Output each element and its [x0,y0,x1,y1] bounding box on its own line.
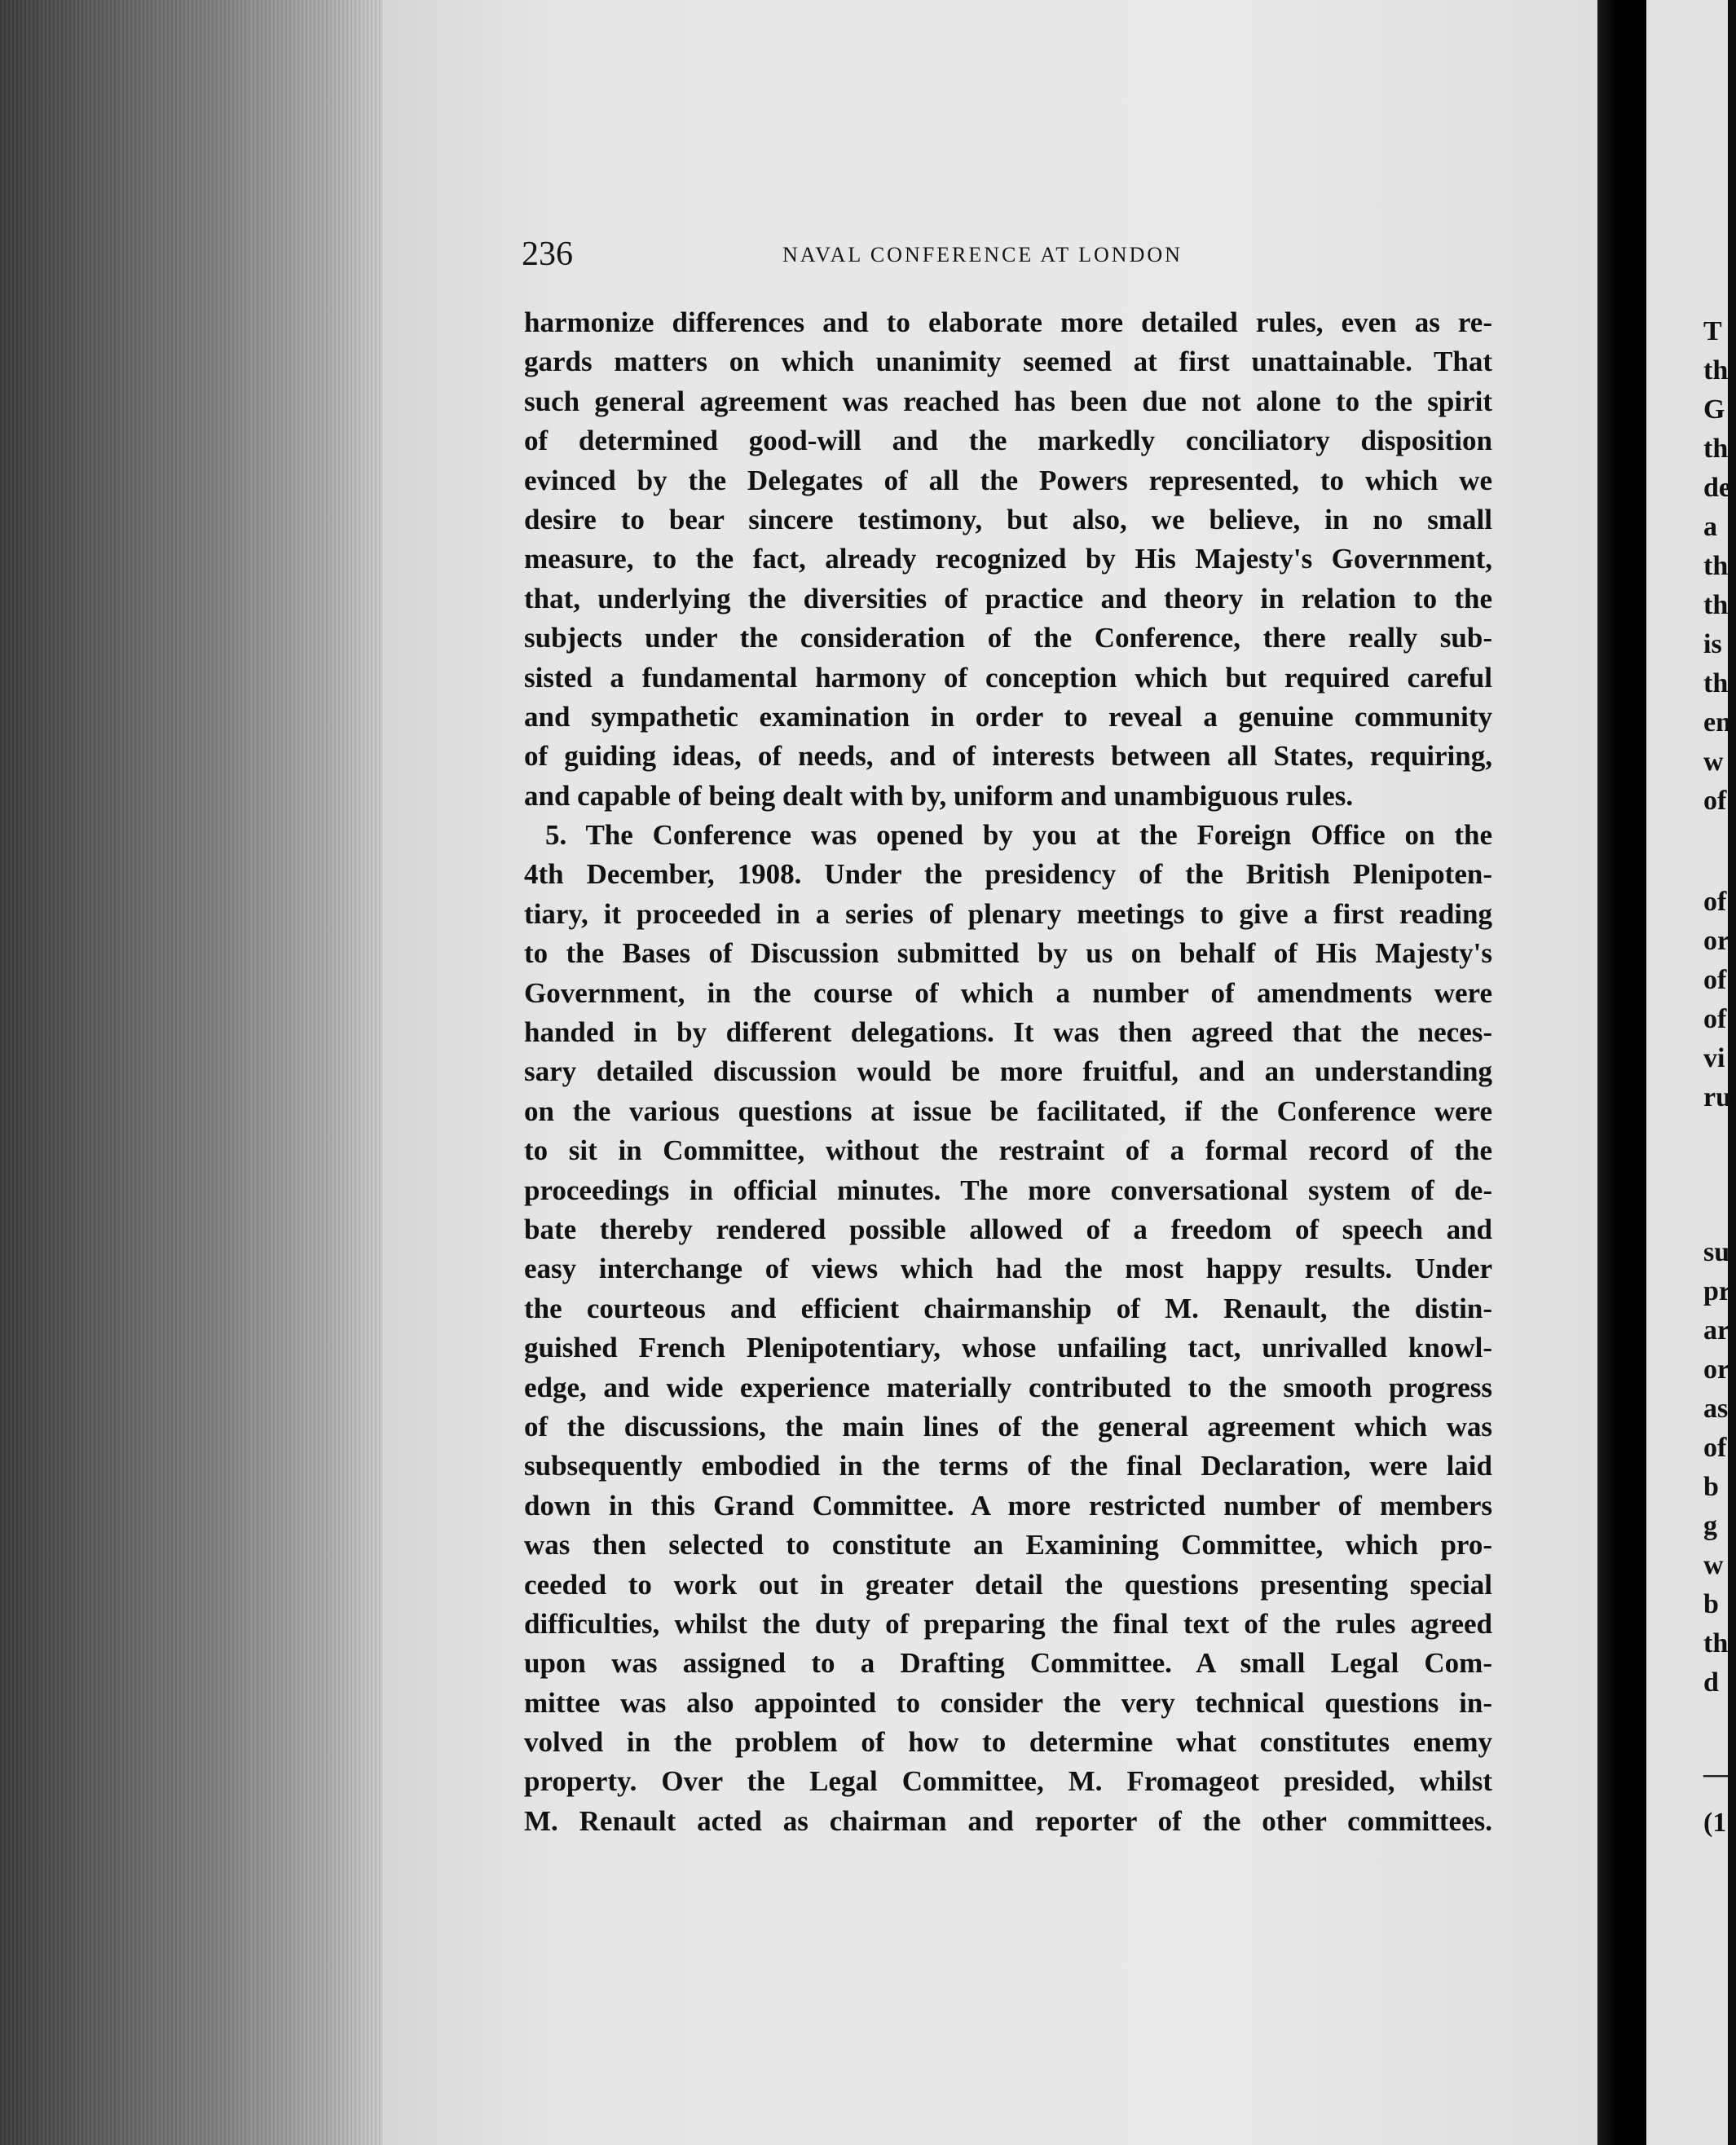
text-line: M. Renault acted as chairman and reporter of the other committees. [524,1804,1492,1837]
adjacent-fragment: a [1703,512,1717,542]
text-line: of guiding ideas, of needs, and of interests between all States, requiring, [524,740,1492,773]
text-line: difficulties, whilst the duty of preparing the final text of the rules agreed [524,1607,1492,1640]
adjacent-fragment: w [1703,1550,1724,1580]
adjacent-fragment: or [1703,1354,1730,1385]
adjacent-fragment: of [1703,887,1727,917]
text-line: sary detailed discussion would be more fruitful, and an understanding [524,1055,1492,1088]
paragraph-start-line: 5. The Conference was opened by you at the Foreign Office on the [545,819,1492,852]
text-line: guished French Plenipotentiary, whose unfailing tact, unrivalled knowl- [524,1332,1492,1364]
adjacent-fragment: b [1703,1589,1719,1619]
text-line: handed in by different delegations. It was then agreed that the neces- [524,1016,1492,1049]
text-line: such general agreement was reached has been due not alone to the spirit [524,385,1492,417]
adjacent-fragment: pr [1703,1276,1731,1306]
text-line: edge, and wide experience materially contributed to the smooth progress [524,1371,1492,1403]
text-line: 4th December, 1908. Under the presidency of the British Plenipoten- [524,858,1492,891]
text-line: proceedings in official minutes. The more conversational system of de- [524,1174,1492,1206]
text-line: bate thereby rendered possible allowed of a freedom of speech and [524,1213,1492,1245]
text-line: sisted a fundamental harmony of conception which but required careful [524,661,1492,694]
text-line: that, underlying the diversities of practice and theory in relation to the [524,582,1492,614]
adjacent-fragment: en [1703,707,1731,738]
text-line: down in this Grand Committee. A more restricted number of members [524,1489,1492,1522]
adjacent-fragment: th [1703,551,1729,581]
adjacent-fragment: w [1703,747,1724,777]
text-line: to sit in Committee, without the restraint of a formal record of the [524,1134,1492,1167]
running-head [522,235,1491,284]
adjacent-fragment: T [1703,316,1722,346]
adjacent-fragment: ar [1703,1315,1730,1346]
text-line: Government, in the course of which a number of amendments were [524,976,1492,1009]
adjacent-fragment: or [1703,926,1730,956]
page-number: 236 [522,236,573,273]
book-gutter [1597,0,1646,2145]
adjacent-fragment: vi [1703,1043,1725,1073]
text-line: upon was assigned to a Drafting Committee. A small Legal Com- [524,1647,1492,1680]
text-line: ceeded to work out in greater detail the questions presenting special [524,1568,1492,1601]
adjacent-fragment: as [1703,1394,1729,1424]
text-line: and capable of being dealt with by, uniform and unambiguous rules. [524,779,1354,812]
text-line: property. Over the Legal Committee, M. Fromageot presided, whilst [524,1765,1492,1798]
body-text [524,303,1492,1841]
text-line: of the discussions, the main lines of the general agreement which was [524,1410,1492,1442]
adjacent-fragment: of [1703,1433,1727,1463]
adjacent-fragment: th [1703,668,1729,698]
text-line: to the Bases of Discussion submitted by us on behalf of His Majesty's [524,937,1492,970]
adjacent-fragment: d [1703,1667,1719,1698]
text-line: the courteous and efficient chairmanship of M. Renault, the distin- [524,1292,1492,1324]
text-line: volved in the problem of how to determine what constitutes enemy [524,1726,1492,1759]
running-head-title: NAVAL CONFERENCE AT LONDON [782,243,1183,266]
adjacent-fragment: th [1703,590,1729,620]
adjacent-fragment: th [1703,434,1729,464]
text-line: tiary, it proceeded in a series of plenary meetings to give a first reading [524,897,1492,930]
adjacent-fragment: of [1703,786,1727,816]
adjacent-fragment: g [1703,1511,1717,1541]
adjacent-fragment: th [1703,1628,1729,1658]
text-line: subsequently embodied in the terms of the final Declaration, were laid [524,1450,1492,1482]
adjacent-fragment: — [1703,1759,1731,1789]
text-line: gards matters on which unanimity seemed at first unattainable. That [524,346,1492,378]
text-line: and sympathetic examination in order to reveal a genuine community [524,700,1492,733]
text-line: evinced by the Delegates of all the Powers represented, to which we [524,464,1492,496]
adjacent-fragment: (1 [1703,1808,1727,1838]
text-line: subjects under the consideration of the Conference, there really sub- [524,622,1492,654]
adjacent-fragment: of [1703,1004,1727,1034]
text-line: easy interchange of views which had the most happy results. Under [524,1253,1492,1285]
adjacent-fragment: b [1703,1472,1719,1502]
text-line: desire to bear sincere testimony, but also, we believe, in no small [524,503,1492,535]
text-line: of determined good-will and the markedly conciliatory disposition [524,425,1492,457]
text-line: on the various questions at issue be facilitated, if the Conference were [524,1095,1492,1127]
adjacent-fragment: G [1703,394,1725,425]
text-line: harmonize differences and to elaborate more detailed rules, even as re- [524,306,1492,338]
adjacent-fragment: is [1703,629,1722,659]
adjacent-fragment: de [1703,473,1731,503]
adjacent-fragment: th [1703,355,1729,385]
text-line: measure, to the fact, already recognized by His Majesty's Government, [524,543,1492,575]
book-page-edges [0,0,383,2145]
adjacent-fragment: su [1703,1237,1730,1267]
text-line: was then selected to constitute an Examining Committee, which pro- [524,1529,1492,1561]
text-line: mittee was also appointed to consider the very technical questions in- [524,1686,1492,1719]
adjacent-fragment: of [1703,965,1727,995]
adjacent-fragment: ru [1703,1082,1731,1112]
